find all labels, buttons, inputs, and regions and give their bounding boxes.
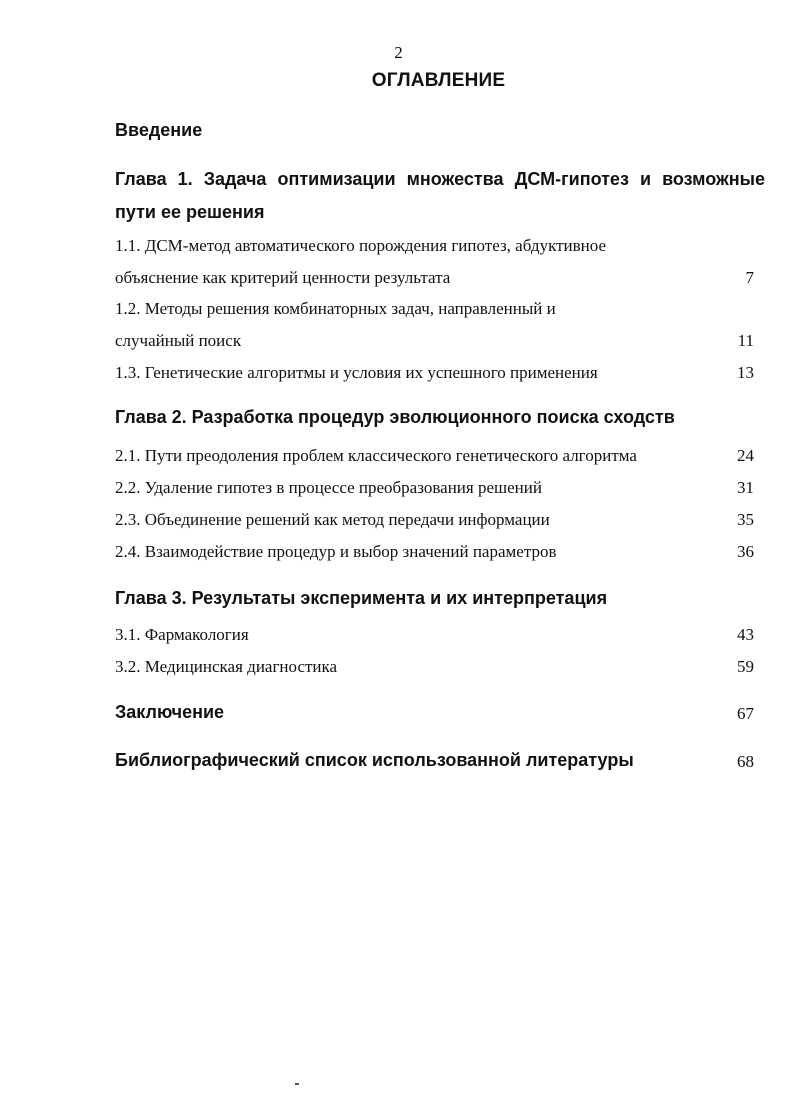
toc-section-1-3-page: 13	[737, 363, 754, 382]
scan-mark	[295, 1083, 299, 1085]
toc-chapter3-heading: Глава 3. Результаты эксперимента и их интерпретация	[115, 588, 608, 608]
toc-section-1-1-line2: объяснение как критерий ценности результата	[115, 268, 451, 287]
toc-chapter1-heading	[115, 163, 765, 229]
toc-section-1-2-line1: 1.2. Методы решения комбинаторных задач, направленный и	[115, 299, 556, 318]
toc-section-3-2: 3.2. Медицинская диагностика	[115, 657, 338, 676]
toc-section-2-1: 2.1. Пути преодоления проблем классического генетического алгоритма	[115, 446, 637, 465]
page-title: ОГЛАВЛЕНИЕ	[371, 70, 506, 91]
toc-chapter1-word: Задача	[203, 169, 267, 189]
toc-chapter1-title-line2: пути ее решения	[115, 202, 265, 222]
toc-chapter1-word: 1.	[177, 169, 193, 189]
toc-section-2-3-page: 35	[737, 510, 754, 529]
toc-section-2-3: 2.3. Объединение решений как метод передачи информации	[115, 510, 550, 529]
page-number: 2	[394, 43, 403, 62]
toc-bibliography-page: 68	[737, 752, 754, 771]
toc-section-1-1-page: 7	[745, 268, 754, 287]
toc-chapter1-word: оптимизации	[277, 169, 396, 189]
toc-section-1-3: 1.3. Генетические алгоритмы и условия их успешного применения	[115, 363, 598, 382]
toc-conclusion-page: 67	[737, 704, 754, 723]
toc-chapter1-word: Глава	[115, 169, 167, 189]
toc-section-3-1: 3.1. Фармакология	[115, 625, 249, 644]
toc-section-2-4: 2.4. Взаимодействие процедур и выбор значений параметров	[115, 542, 557, 561]
toc-section-3-1-page: 43	[737, 625, 754, 644]
toc-bibliography-heading: Библиографический список использованной литературы	[115, 750, 634, 770]
toc-chapter1-word: и	[639, 169, 652, 189]
toc-section-2-1-page: 24	[737, 446, 754, 465]
toc-section-2-2-page: 31	[737, 478, 754, 497]
toc-section-2-4-page: 36	[737, 542, 754, 561]
toc-intro-heading: Введение	[115, 120, 203, 140]
toc-conclusion-heading: Заключение	[115, 702, 225, 722]
toc-section-1-2-line2: случайный поиск	[115, 331, 242, 350]
toc-chapter1-word: ДСМ-гипотез	[514, 169, 629, 189]
toc-section-1-1-line1: 1.1. ДСМ-метод автоматического порождения гипотез, абдуктивное	[115, 236, 607, 255]
toc-chapter1-word: возможные	[662, 169, 765, 189]
toc-section-2-2: 2.2. Удаление гипотез в процессе преобразования решений	[115, 478, 542, 497]
toc-chapter1-word: множества	[406, 169, 504, 189]
toc-section-3-2-page: 59	[737, 657, 754, 676]
toc-chapter1-title-line1	[115, 163, 765, 196]
toc-chapter2-heading: Глава 2. Разработка процедур эволюционного поиска сходств	[115, 407, 675, 427]
toc-section-1-2-page: 11	[737, 331, 754, 350]
